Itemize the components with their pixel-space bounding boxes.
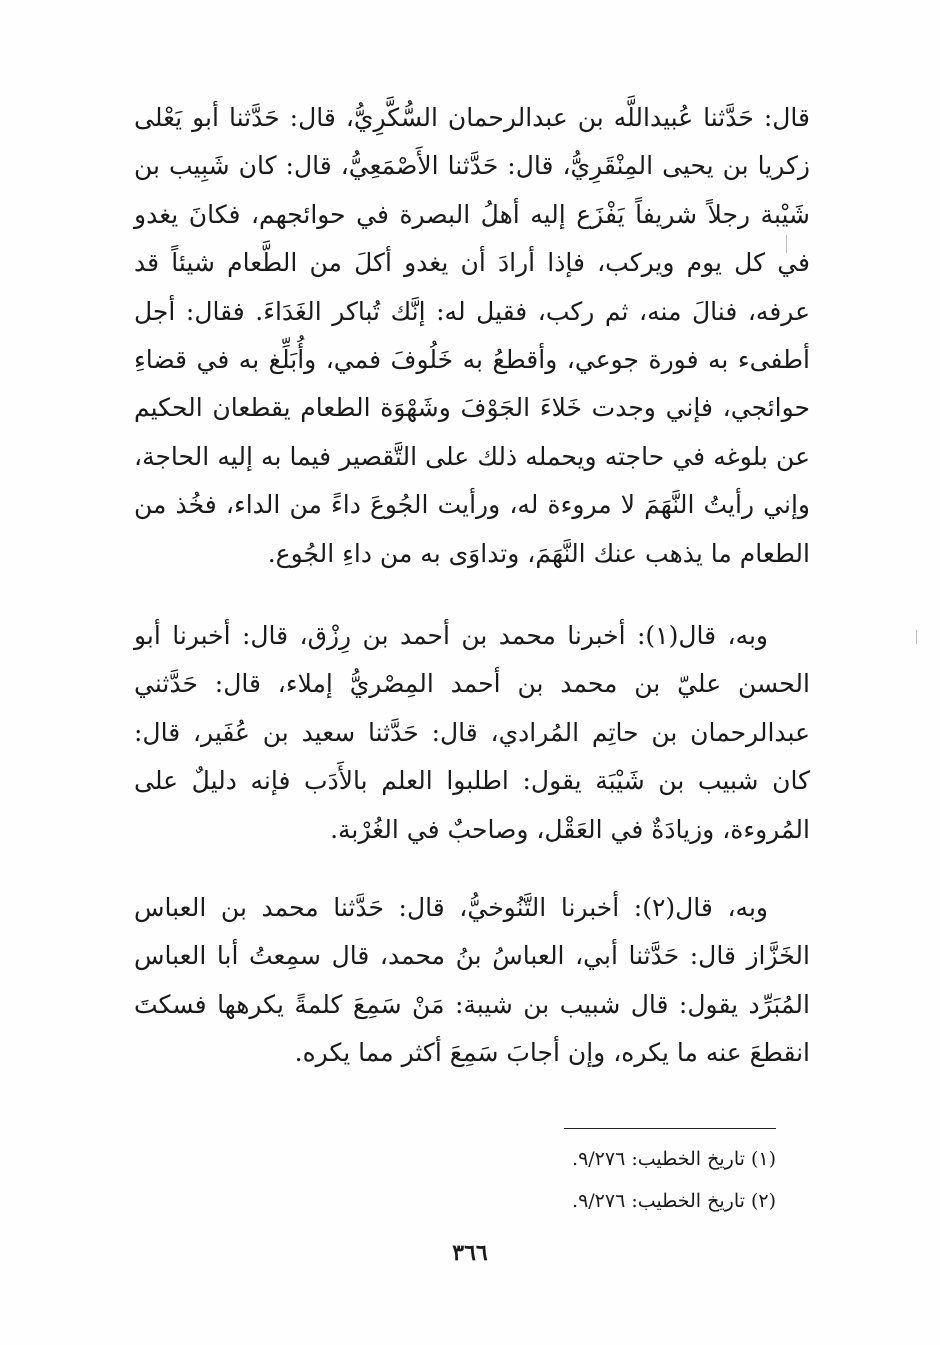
- paragraph-3: [134, 884, 810, 1078]
- paragraph-1: [134, 94, 810, 578]
- paragraph-1-text: قال: حَدَّثنا عُبيداللَّه بن عبدالرحمان السُّكَّرِيُّ، قال: حَدَّثنا أبو يَعْلى زكريا بن يحيى المِنْقَرِيُّ، قال: حَدَّثنا الأَصْمَعِيُّ، قال: كان شَبِيب بن شَيْبة رجلاً شريفاً يَفْزَع إليه أهلُ البصرة في حوائجهم، فكانَ يغدو في كل يوم ويركب، فإذا أرادَ أن يغدو أكلَ من الطَّعام شيئاً قد عرفه، فنالَ منه، ثم ركب، فقيل له: إنَّك تُباكر الغَدَاءَ. فقال: أجل أطفىء به فورة جوعي، وأقطعُ به خَلُوفَ فمي، وأُبَلِّغ به في قضاءِ حوائجي، فإني وجدت خَلاءَ الجَوْفَ وشَهْوَة الطعام يقطعان الحكيم عن بلوغه في حاجته ويحمله ذلك على التَّقصير فيما به إليه الحاجة، وإني رأيتُ النَّهَمَ لا مروءة له، ورأيت الجُوعَ داءً من الداء، فخُذ من الطعام ما يذهب عنك النَّهَمَ، وتداوَى به من داءِ الجُوع.: [134, 103, 810, 568]
- scan-artifact-line: [916, 630, 917, 644]
- page-number: ٣٦٦: [452, 1240, 488, 1266]
- paragraph-3-text: وبه، قال(٢): أخبرنا التَّنُوخيُّ، قال: حَدَّثنا محمد بن العباس الخَزَّاز قال: حَدَّثنا أبي، العباسُ بنُ محمد، قال سمِعتُ أبا العباس المُبَرِّد يقول: قال شبيب بن شيبة: مَنْ سَمِعَ كلمةً يكرهها فسكتَ انقطعَ عنه ما يكره، وإن أجابَ سَمِعَ أكثر مما يكره.: [134, 893, 810, 1068]
- footnotes: [356, 1138, 776, 1222]
- footnote-2: (٢) تاريخ الخطيب: ٩/٢٧٦.: [572, 1190, 776, 1212]
- paragraph-2-text: وبه، قال(١): أخبرنا محمد بن أحمد بن رِزْق، قال: أخبرنا أبو الحسن عليّ بن محمد بن أحمد المِصْريُّ إملاء، قال: حَدَّثني عبدالرحمان بن حاتِم المُرادي، قال: حَدَّثنا سعيد بن عُفَير، قال: كان شبيب بن شَيْبَة يقول: اطلبوا العلم بالأَدَب فإنه دليلٌ على المُروءة، وزيادَةٌ في العَقْل، وصاحبٌ في الغُرْبة.: [134, 621, 810, 844]
- footnote-1: (١) تاريخ الخطيب: ٩/٢٧٦.: [572, 1148, 776, 1170]
- paragraph-2: [134, 612, 810, 854]
- footnote-separator: [564, 1128, 776, 1129]
